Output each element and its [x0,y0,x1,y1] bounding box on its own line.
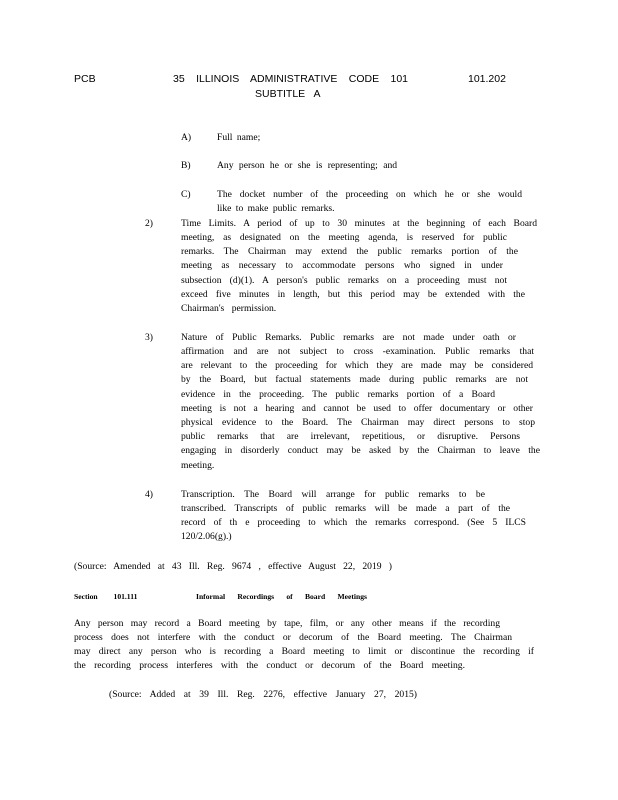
header-right: 101.202 [468,73,506,85]
section-number: Section 101.111 [74,592,138,601]
section-body-line: Any person may record a Board meeting by tape, film, or any other means if the recording [74,618,500,629]
paragraph-4-line: record of th e proceeding to which the remarks correspond. (See 5 ILCS [181,517,526,528]
paragraph-3-line: meeting. [181,460,215,471]
paragraph-3-line: public remarks that are irrelevant, repetitious, or disruptive. Persons [181,431,520,442]
paragraph-3-line: affirmation and are not subject to cross -examination. Public remarks that [181,346,534,357]
paragraph-3-line: evidence in the proceeding. The public remarks portion of a Board [181,389,495,400]
source-note-amended: (Source: Amended at 43 Ill. Reg. 9674 , effective August 22, 2019 ) [74,561,392,572]
paragraph-3-line: engaging in disorderly conduct may be asked by the Chairman to leave the [181,445,540,456]
header-left: PCB [74,73,96,85]
section-body-line: the recording process interferes with the conduct or decorum of the Board meeting. [74,660,465,671]
paragraph-2-line: exceed five minutes in length, but this period may be extended with the [181,289,525,300]
item-c-line: The docket number of the proceeding on which he or she would [217,189,522,200]
section-body-line: may direct any person who is recording a Board meeting to limit or discontinue the recording if [74,646,534,657]
paragraph-2-line: remarks. The Chairman may extend the public remarks portion of the [181,246,518,257]
paragraph-2-line: meeting, as designated on the meeting agenda, is reserved for public [181,232,507,243]
paragraph-3-line: physical evidence to the Board. The Chairman may direct persons to stop [181,417,535,428]
paragraph-4-line: transcribed. Transcripts of public remarks will be made a part of the [181,503,510,514]
item-c-label: C) [181,189,191,200]
paragraph-2-line: Chairman's permission. [181,303,277,314]
header-center-line1: 35 ILLINOIS ADMINISTRATIVE CODE 101 [173,73,408,85]
paragraph-4-label: 4) [145,489,153,500]
section-body-line: process does not interfere with the conduct or decorum of the Board meeting. The Chairman [74,632,512,643]
paragraph-3-label: 3) [145,332,153,343]
paragraph-2-line: subsection (d)(1). A person's public remarks on a proceeding must not [181,275,507,286]
paragraph-3-line: by the Board, but factual statements made during public remarks are not [181,374,528,385]
section-title: Informal Recordings of Board Meetings [196,592,367,601]
paragraph-2-label: 2) [145,218,153,229]
paragraph-3-line: meeting is not a hearing and cannot be used to offer documentary or other [181,403,533,414]
item-b-label: B) [181,160,191,171]
paragraph-4-line: Transcription. The Board will arrange for public remarks to be [181,489,485,500]
item-b-text: Any person he or she is representing; and [217,160,398,171]
source-note-added: (Source: Added at 39 Ill. Reg. 2276, effective January 27, 2015) [109,689,417,700]
paragraph-3-line: are relevant to the proceeding for which they are made may be considered [181,360,533,371]
item-c-line: like to make public remarks. [217,203,335,214]
header-center-line2: SUBTITLE A [255,88,321,100]
paragraph-2-line: Time Limits. A period of up to 30 minutes at the beginning of each Board [181,218,537,229]
paragraph-2-line: meeting as necessary to accommodate persons who signed in under [181,260,503,271]
item-a-text: Full name; [217,132,261,143]
paragraph-3-line: Nature of Public Remarks. Public remarks are not made under oath or [181,332,516,343]
paragraph-4-line: 120/2.06(g).) [181,531,232,542]
item-a-label: A) [181,132,192,143]
